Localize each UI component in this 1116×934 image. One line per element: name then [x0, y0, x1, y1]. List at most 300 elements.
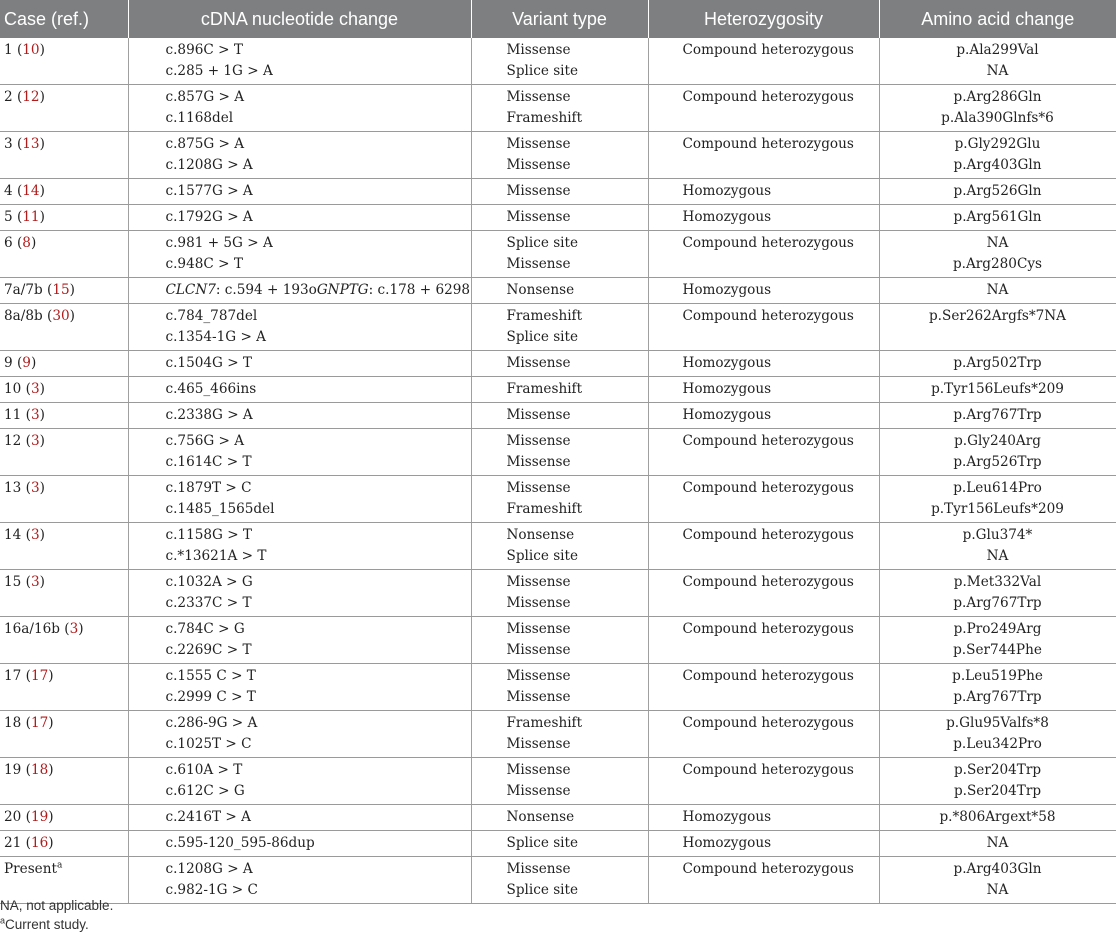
cdna-line: c.1879T > C — [165, 480, 252, 496]
case-cell: 20 (19) — [0, 805, 128, 831]
reference-link[interactable]: 16 — [30, 835, 49, 851]
heterozygosity-text: Compound heterozygous — [682, 480, 854, 496]
table-row — [0, 758, 1116, 805]
reference-link[interactable]: 17 — [30, 668, 49, 684]
case-cell: 19 (18) — [0, 758, 128, 805]
gene-name: CLCN7 — [165, 282, 216, 298]
amino-acid-cell — [879, 523, 1116, 570]
case-cell: 4 (14) — [0, 179, 128, 205]
heterozygosity-text: Compound heterozygous — [682, 136, 854, 152]
variant-type-cell — [471, 205, 648, 231]
case-cell: 8a/8b (30) — [0, 304, 128, 351]
variant-type-line: Missense — [506, 355, 571, 371]
case-cell: 12 (3) — [0, 429, 128, 476]
case-number: Present — [4, 861, 57, 877]
variant-type-line: Missense — [506, 762, 571, 778]
heterozygosity-text: Homozygous — [682, 282, 772, 298]
amino-acid-line: p.Arg286Gln — [953, 89, 1042, 105]
reference-link[interactable]: 3 — [30, 574, 40, 590]
amino-acid-cell — [879, 805, 1116, 831]
amino-acid-line: p.Glu374* — [962, 527, 1033, 543]
amino-acid-line: p.Leu614Pro — [953, 480, 1042, 496]
heterozygosity-cell — [648, 476, 879, 523]
cdna-line: c.1032A > G — [165, 574, 253, 590]
heterozygosity-text: Compound heterozygous — [682, 42, 854, 58]
amino-acid-line: p.Ser204Trp — [953, 783, 1042, 799]
cdna-line: c.1168del — [165, 110, 234, 126]
cdna-line: c.875G > A — [165, 136, 245, 152]
heterozygosity-text: Compound heterozygous — [682, 715, 854, 731]
variant-type-cell — [471, 429, 648, 476]
footnotes — [0, 896, 113, 934]
heterozygosity-text: Compound heterozygous — [682, 668, 854, 684]
variant-type-line: Missense — [506, 783, 571, 799]
variant-type-line: Missense — [506, 136, 571, 152]
variant-type-line: Missense — [506, 433, 571, 449]
amino-acid-line: p.Arg767Trp — [953, 689, 1042, 705]
reference-link[interactable]: 3 — [30, 381, 40, 397]
heterozygosity-text: Compound heterozygous — [682, 433, 854, 449]
heterozygosity-text: Homozygous — [682, 183, 772, 199]
variant-type-line: Missense — [506, 480, 571, 496]
heterozygosity-cell — [648, 711, 879, 758]
cdna-cell — [128, 377, 471, 403]
case-number: 21 — [4, 835, 22, 851]
amino-acid-line: p.Tyr156Leufs*209 — [931, 381, 1064, 397]
cdna-cell — [128, 523, 471, 570]
amino-acid-cell — [879, 304, 1116, 351]
cdna-line: c.2416T > A — [165, 809, 251, 825]
amino-acid-line: NA — [986, 63, 1009, 79]
cdna-line: c.1614C > T — [165, 454, 252, 470]
cdna-line: c.1555 C > T — [165, 668, 256, 684]
cdna-line: c.*13621A > T — [165, 548, 267, 564]
amino-acid-cell — [879, 85, 1116, 132]
variant-type-line: Missense — [506, 407, 571, 423]
variant-type-line: Frameshift — [506, 715, 583, 731]
cdna-cell — [128, 857, 471, 904]
cdna-text: : c.594 + 193o — [215, 282, 317, 298]
variant-type-cell — [471, 857, 648, 904]
reference-link[interactable]: 11 — [22, 209, 40, 225]
cdna-line — [166, 280, 471, 301]
cdna-text: : c.178 + 6298 — [368, 282, 471, 298]
reference-link[interactable]: 8 — [22, 235, 31, 251]
reference-link[interactable]: 3 — [30, 527, 40, 543]
cdna-line: c.857G > A — [165, 89, 245, 105]
cdna-line: c.784C > G — [165, 621, 245, 637]
case-cell: 16a/16b (3) — [0, 617, 128, 664]
amino-acid-line: NA — [986, 835, 1009, 851]
cdna-line: c.286-9G > A — [165, 715, 258, 731]
amino-acid-cell — [879, 231, 1116, 278]
variant-type-line: Missense — [506, 668, 571, 684]
amino-acid-line: NA — [986, 548, 1009, 564]
variant-type-cell — [471, 664, 648, 711]
case-number: 6 — [4, 235, 13, 251]
cdna-line: c.1485_1565del — [165, 501, 275, 517]
cdna-line: c.896C > T — [165, 42, 243, 58]
heterozygosity-cell — [648, 38, 879, 85]
variant-type-line: Splice site — [506, 329, 579, 345]
cdna-line: c.1504G > T — [165, 355, 252, 371]
cdna-line: c.982-1G > C — [165, 882, 258, 898]
variant-type-cell — [471, 831, 648, 857]
cdna-cell — [128, 304, 471, 351]
variant-type-cell — [471, 403, 648, 429]
cdna-cell — [128, 711, 471, 758]
variant-type-cell — [471, 85, 648, 132]
case-number: 3 — [4, 136, 13, 152]
cdna-line: c.465_466ins — [165, 381, 257, 397]
cdna-line: c.1208G > A — [165, 861, 253, 877]
variant-type-line: Frameshift — [506, 308, 583, 324]
cdna-cell — [128, 38, 471, 85]
amino-acid-line: NA — [986, 882, 1009, 898]
case-number: 10 — [4, 381, 22, 397]
reference-link[interactable]: 15 — [52, 282, 70, 298]
amino-acid-line: p.Gly240Arg — [954, 433, 1041, 449]
variant-type-line: Frameshift — [506, 381, 583, 397]
case-cell: 5 (11) — [0, 205, 128, 231]
amino-acid-line: p.Ser744Phe — [953, 642, 1042, 658]
cdna-cell — [128, 617, 471, 664]
case-cell: 11 (3) — [0, 403, 128, 429]
heterozygosity-text: Homozygous — [682, 835, 772, 851]
amino-acid-line: p.Arg280Cys — [952, 256, 1043, 272]
heterozygosity-cell — [648, 617, 879, 664]
variant-type-line: Nonsense — [506, 282, 575, 298]
amino-acid-cell — [879, 132, 1116, 179]
amino-acid-cell — [879, 38, 1116, 85]
cdna-cell — [128, 278, 471, 304]
table-row — [0, 403, 1116, 429]
heterozygosity-text: Compound heterozygous — [682, 235, 854, 251]
cdna-line: c.756G > A — [165, 433, 245, 449]
cdna-cell — [128, 403, 471, 429]
variant-type-line: Nonsense — [506, 527, 575, 543]
table-row — [0, 664, 1116, 711]
heterozygosity-cell — [648, 758, 879, 805]
variant-type-line: Nonsense — [506, 809, 575, 825]
variant-type-cell — [471, 758, 648, 805]
amino-acid-cell — [879, 377, 1116, 403]
case-cell: 13 (3) — [0, 476, 128, 523]
variant-type-line: Splice site — [506, 235, 579, 251]
amino-acid-cell — [879, 857, 1116, 904]
cdna-line: c.948C > T — [165, 256, 243, 272]
variant-type-cell — [471, 377, 648, 403]
heterozygosity-cell — [648, 429, 879, 476]
case-number: 1 — [4, 42, 13, 58]
amino-acid-line: p.Arg403Gln — [953, 157, 1042, 173]
table-row — [0, 38, 1116, 85]
cdna-cell — [128, 429, 471, 476]
reference-link[interactable]: 3 — [69, 621, 79, 637]
amino-acid-line: p.Gly292Glu — [954, 136, 1041, 152]
heterozygosity-text: Compound heterozygous — [682, 527, 854, 543]
heterozygosity-text: Homozygous — [682, 209, 772, 225]
heterozygosity-text: Compound heterozygous — [682, 621, 854, 637]
amino-acid-line: p.Arg526Trp — [953, 454, 1042, 470]
table-row — [0, 617, 1116, 664]
case-number: 14 — [4, 527, 22, 543]
heterozygosity-text: Compound heterozygous — [682, 574, 854, 590]
case-number: 4 — [4, 183, 13, 199]
reference-link[interactable]: 13 — [22, 136, 40, 152]
footnote-a-text: Current study. — [5, 917, 89, 932]
reference-link[interactable]: 17 — [30, 715, 49, 731]
variant-type-line: Missense — [506, 642, 571, 658]
amino-acid-line: p.Arg767Trp — [953, 595, 1042, 611]
case-number: 13 — [4, 480, 22, 496]
heterozygosity-cell — [648, 377, 879, 403]
heterozygosity-text: Homozygous — [682, 355, 772, 371]
cdna-cell — [128, 570, 471, 617]
table-row — [0, 85, 1116, 132]
case-number: 8a/8b — [4, 308, 43, 324]
amino-acid-cell — [879, 758, 1116, 805]
heterozygosity-cell — [648, 304, 879, 351]
cdna-line: c.2337C > T — [165, 595, 252, 611]
heterozygosity-text: Homozygous — [682, 809, 772, 825]
variant-type-cell — [471, 38, 648, 85]
heterozygosity-cell — [648, 231, 879, 278]
cdna-line: c.2269C > T — [165, 642, 252, 658]
variant-type-cell — [471, 570, 648, 617]
table-row — [0, 831, 1116, 857]
variant-type-cell — [471, 805, 648, 831]
variant-type-line: Frameshift — [506, 501, 583, 517]
cdna-cell — [128, 805, 471, 831]
cdna-cell — [128, 132, 471, 179]
footnote-na: NA, not applicable. — [0, 898, 114, 913]
case-number: 12 — [4, 433, 22, 449]
cdna-line: c.1025T > C — [165, 736, 252, 752]
header-variant-type: Variant type — [471, 0, 648, 38]
cdna-cell — [128, 205, 471, 231]
reference-link[interactable]: 12 — [22, 89, 40, 105]
amino-acid-cell — [879, 278, 1116, 304]
amino-acid-line: p.Arg526Gln — [953, 183, 1042, 199]
heterozygosity-text: Homozygous — [682, 381, 772, 397]
cdna-cell — [128, 351, 471, 377]
cdna-cell — [128, 231, 471, 278]
cdna-line: c.1792G > A — [165, 209, 253, 225]
variant-type-cell — [471, 231, 648, 278]
case-number: 2 — [4, 89, 13, 105]
variant-type-cell — [471, 711, 648, 758]
heterozygosity-cell — [648, 403, 879, 429]
table-row — [0, 476, 1116, 523]
table-row — [0, 377, 1116, 403]
case-number: 11 — [4, 407, 22, 423]
cdna-line: c.2338G > A — [165, 407, 253, 423]
amino-acid-line: p.Arg561Gln — [953, 209, 1042, 225]
case-number: 9 — [4, 355, 13, 371]
reference-link[interactable]: 3 — [30, 480, 40, 496]
table-row — [0, 570, 1116, 617]
cdna-line: c.595-120_595-86dup — [165, 835, 315, 851]
reference-link[interactable]: 18 — [30, 762, 49, 778]
amino-acid-line: p.Arg767Trp — [953, 407, 1042, 423]
cdna-line: c.1354-1G > A — [165, 329, 266, 345]
reference-link[interactable]: 10 — [22, 42, 40, 58]
heterozygosity-cell — [648, 205, 879, 231]
amino-acid-line: p.*806Argext*58 — [939, 809, 1056, 825]
footnote-a-mark: a — [0, 915, 6, 926]
variant-type-line: Missense — [506, 621, 571, 637]
variant-type-line: Missense — [506, 736, 571, 752]
cdna-cell — [128, 85, 471, 132]
case-cell: 14 (3) — [0, 523, 128, 570]
amino-acid-line: p.Tyr156Leufs*209 — [931, 501, 1064, 517]
header-heterozygosity: Heterozygosity — [648, 0, 879, 38]
amino-acid-cell — [879, 351, 1116, 377]
variant-type-cell — [471, 617, 648, 664]
cdna-line: c.981 + 5G > A — [165, 235, 273, 251]
variant-type-cell — [471, 476, 648, 523]
case-cell: 17 (17) — [0, 664, 128, 711]
table-row — [0, 278, 1116, 304]
amino-acid-cell — [879, 429, 1116, 476]
cdna-line: c.1158G > T — [165, 527, 252, 543]
table-row — [0, 179, 1116, 205]
heterozygosity-text: Compound heterozygous — [682, 89, 854, 105]
reference-link[interactable]: 3 — [30, 407, 40, 423]
variant-type-line: Missense — [506, 256, 571, 272]
table-row — [0, 304, 1116, 351]
heterozygosity-cell — [648, 523, 879, 570]
variant-type-cell — [471, 278, 648, 304]
amino-acid-line: p.Leu519Phe — [952, 668, 1043, 684]
variant-type-line: Missense — [506, 89, 571, 105]
reference-link[interactable]: 14 — [22, 183, 40, 199]
cdna-line: c.610A > T — [165, 762, 243, 778]
reference-link[interactable]: 30 — [52, 308, 70, 324]
amino-acid-line: p.Leu342Pro — [953, 736, 1042, 752]
amino-acid-line: p.Ala299Val — [956, 42, 1039, 58]
case-number: 5 — [4, 209, 13, 225]
variant-type-line: Splice site — [506, 63, 579, 79]
header-amino-acid: Amino acid change — [879, 0, 1116, 38]
table-row — [0, 351, 1116, 377]
header-row — [0, 0, 1116, 38]
case-cell: 18 (17) — [0, 711, 128, 758]
variant-type-line: Missense — [506, 861, 571, 877]
case-number: 19 — [4, 762, 22, 778]
case-number: 15 — [4, 574, 22, 590]
variant-type-line: Splice site — [506, 548, 579, 564]
heterozygosity-text: Compound heterozygous — [682, 861, 854, 877]
cdna-line: c.612C > G — [165, 783, 245, 799]
table-row — [0, 132, 1116, 179]
amino-acid-line: p.Ala390Glnfs*6 — [941, 110, 1054, 126]
table-row — [0, 205, 1116, 231]
amino-acid-line: p.Arg502Trp — [953, 355, 1042, 371]
heterozygosity-text: Compound heterozygous — [682, 308, 854, 324]
amino-acid-cell — [879, 403, 1116, 429]
heterozygosity-cell — [648, 570, 879, 617]
variant-type-line: Missense — [506, 689, 571, 705]
table-row — [0, 711, 1116, 758]
table-row — [0, 429, 1116, 476]
amino-acid-line: NA — [986, 282, 1009, 298]
case-cell: 7a/7b (15) — [0, 278, 128, 304]
reference-link[interactable]: 9 — [22, 355, 31, 371]
variant-type-line: Missense — [506, 42, 571, 58]
cdna-line: c.2999 C > T — [165, 689, 256, 705]
variant-type-line: Missense — [506, 574, 571, 590]
variant-type-cell — [471, 132, 648, 179]
variant-type-line: Splice site — [506, 882, 579, 898]
case-cell: 2 (12) — [0, 85, 128, 132]
heterozygosity-cell — [648, 132, 879, 179]
amino-acid-cell — [879, 179, 1116, 205]
case-number: 18 — [4, 715, 22, 731]
amino-acid-cell — [879, 476, 1116, 523]
amino-acid-line: p.Arg403Gln — [953, 861, 1042, 877]
variant-type-line: Missense — [506, 595, 571, 611]
case-number: 17 — [4, 668, 22, 684]
cdna-line: c.1577G > A — [165, 183, 253, 199]
amino-acid-cell — [879, 664, 1116, 711]
header-cdna: cDNA nucleotide change — [128, 0, 471, 38]
variant-type-line: Splice site — [506, 835, 579, 851]
amino-acid-cell — [879, 617, 1116, 664]
amino-acid-line: p.Ser204Trp — [953, 762, 1042, 778]
variant-type-line: Missense — [506, 183, 571, 199]
variant-type-cell — [471, 351, 648, 377]
heterozygosity-cell — [648, 278, 879, 304]
variant-type-cell — [471, 304, 648, 351]
heterozygosity-cell — [648, 664, 879, 711]
amino-acid-line: p.Glu95Valfs*8 — [946, 715, 1049, 731]
header-case: Case (ref.) — [0, 0, 128, 38]
cdna-line: c.1208G > A — [165, 157, 253, 173]
footnote-a — [0, 915, 113, 934]
case-number: 7a/7b — [4, 282, 43, 298]
amino-acid-cell — [879, 570, 1116, 617]
amino-acid-line: p.Pro249Arg — [953, 621, 1042, 637]
heterozygosity-text: Homozygous — [682, 407, 772, 423]
table-row — [0, 805, 1116, 831]
table-row — [0, 231, 1116, 278]
heterozygosity-cell — [648, 85, 879, 132]
reference-link[interactable]: 19 — [30, 809, 49, 825]
variant-type-line: Missense — [506, 157, 571, 173]
amino-acid-cell — [879, 711, 1116, 758]
cdna-line: c.784_787del — [165, 308, 258, 324]
cdna-cell — [128, 758, 471, 805]
heterozygosity-text: Compound heterozygous — [682, 762, 854, 778]
case-cell: 10 (3) — [0, 377, 128, 403]
heterozygosity-cell — [648, 179, 879, 205]
heterozygosity-cell — [648, 805, 879, 831]
gene-name: GNPTG — [316, 282, 369, 298]
case-cell: 15 (3) — [0, 570, 128, 617]
cdna-cell — [128, 476, 471, 523]
case-cell: 3 (13) — [0, 132, 128, 179]
variant-type-line: Frameshift — [506, 110, 583, 126]
reference-link[interactable]: 3 — [30, 433, 40, 449]
cdna-cell — [128, 831, 471, 857]
footnote-mark: a — [56, 860, 63, 871]
heterozygosity-cell — [648, 831, 879, 857]
table-row — [0, 523, 1116, 570]
case-cell: 21 (16) — [0, 831, 128, 857]
amino-acid-line: NA — [986, 235, 1009, 251]
